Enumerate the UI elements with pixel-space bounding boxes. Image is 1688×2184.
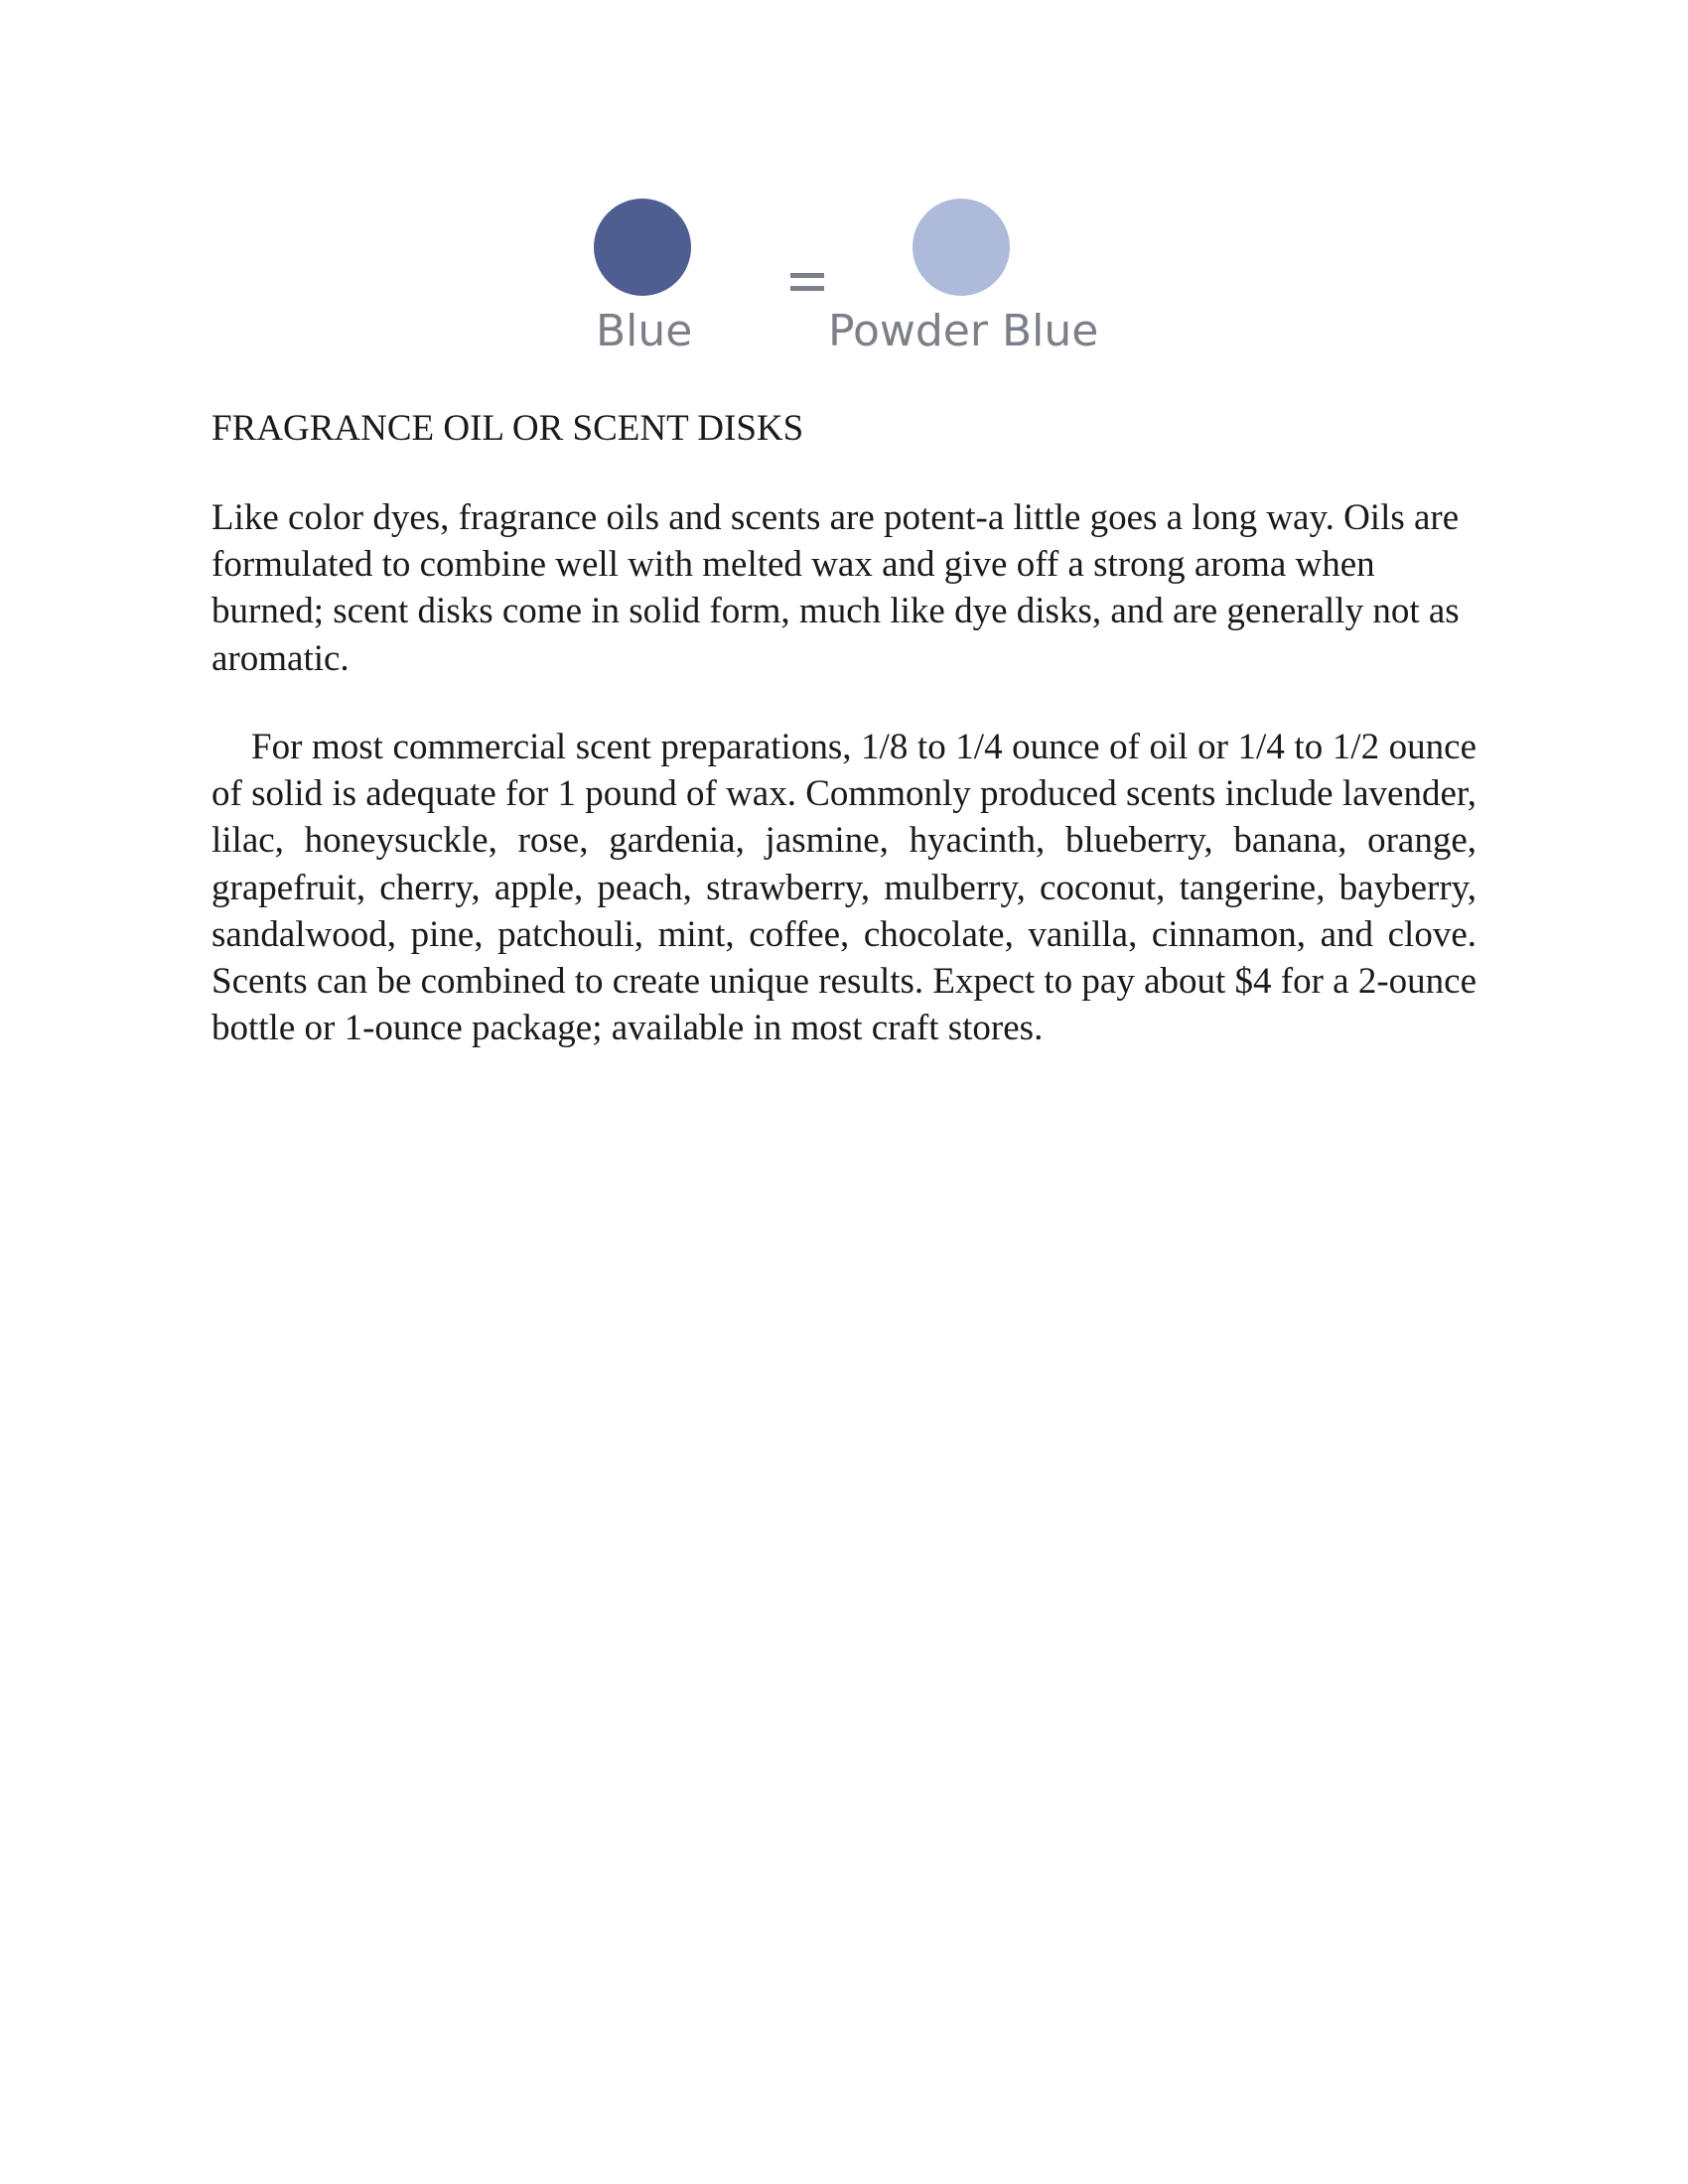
color-mix-figure <box>0 0 1688 377</box>
equals-sign <box>790 270 824 294</box>
equals-bar-bottom <box>790 286 824 291</box>
blue-swatch-label: Blue <box>596 306 693 356</box>
section-heading: FRAGRANCE OIL OR SCENT DISKS <box>211 408 804 449</box>
blue-swatch <box>594 199 691 296</box>
paragraph-intro: Like color dyes, fragrance oils and scents are potent-a little goes a long way. Oils are formulated to combine well with melted wax and give off a strong aroma when burned; scent disks come in solid form, much like dye disks, and are generally not as aromatic. <box>211 497 1460 679</box>
powder-blue-swatch <box>913 199 1010 296</box>
powder-blue-swatch-label: Powder Blue <box>828 306 1099 356</box>
paragraph-details: For most commercial scent preparations, 1/8 to 1/4 ounce of oil or 1/4 to 1/2 ounce of solid is adequate for 1 pound of wax. Commonly produced scents include lavender, lilac, honeysuckle, rose, gardenia, jasmine, hyacinth, blueberry, banana, orange, grapefruit, cherry, apple, peach, strawberry, mulberry, coconut, tangerine, bayberry, sandalwood, pine, patchouli, mint, coffee, chocolate, vanilla, cinnamon, and clove. Scents can be combined to create unique results. Expect to pay about $4 for a 2-ounce bottle or 1-ounce package; available in most craft stores. <box>211 727 1477 1049</box>
equals-bar-top <box>790 273 824 278</box>
